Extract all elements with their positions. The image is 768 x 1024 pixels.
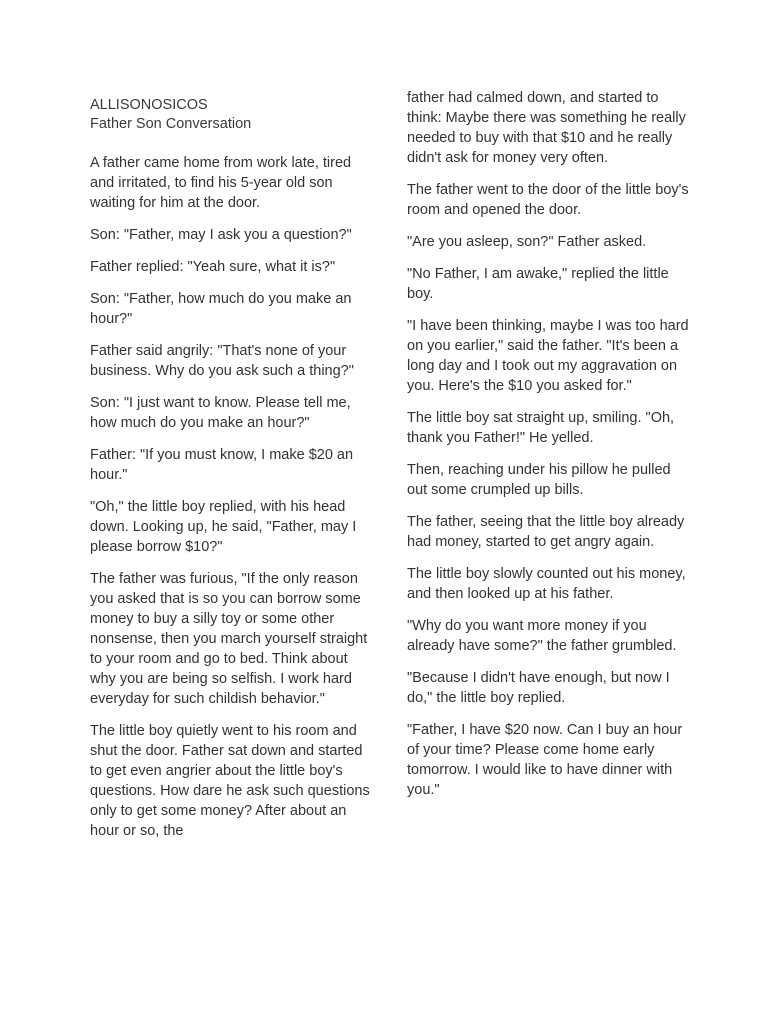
paragraph: Father said angrily: "That's none of your business. Why do you ask such a thing?" bbox=[90, 343, 354, 379]
paragraph: "Father, I have $20 now. Can I buy an hour of your time? Please come home early tomorrow. I would like to have dinner with you." bbox=[407, 722, 683, 798]
paragraph: Son: "Father, may I ask you a question?" bbox=[90, 227, 352, 243]
paragraph: "Because I didn't have enough, but now I do," the little boy replied. bbox=[407, 670, 670, 706]
paragraph: "I have been thinking, maybe I was too hard on you earlier," said the father. "It's been a long day and I took out my aggravation on you. Here's the $10 you asked for." bbox=[407, 318, 689, 394]
paragraph: Son: "I just want to know. Please tell me, how much do you make an hour?" bbox=[90, 395, 351, 431]
paragraph: The father was furious, "If the only reason you asked that is so you can borrow some money to buy a silly toy or some other nonsense, then you march yourself straight to your room and go to bed. Think about why you are being so selfish. I work hard everyday for such childish behavior." bbox=[90, 571, 368, 707]
author-name: ALLISONOSICOS bbox=[90, 97, 208, 113]
left-column bbox=[90, 0, 376, 853]
paragraph: Then, reaching under his pillow he pulled out some crumpled up bills. bbox=[407, 462, 671, 498]
document-header bbox=[90, 96, 376, 134]
paragraph: The little boy slowly counted out his money, and then looked up at his father. bbox=[407, 566, 686, 602]
paragraph: Son: "Father, how much do you make an hour?" bbox=[90, 291, 352, 327]
paragraph: father had calmed down, and started to think: Maybe there was something he really needed to buy with that $10 and he really didn't ask for money very often. bbox=[407, 90, 686, 166]
paragraph: "No Father, I am awake," replied the little boy. bbox=[407, 266, 669, 302]
paragraph: The little boy sat straight up, smiling. "Oh, thank you Father!" He yelled. bbox=[407, 410, 675, 446]
paragraph: The little boy quietly went to his room and shut the door. Father sat down and started to get even angrier about the little boy's questions. How dare he ask such questions only to get some money? After about an hour or so, the bbox=[90, 723, 370, 839]
paragraph: The father, seeing that the little boy already had money, started to get angry again. bbox=[407, 514, 685, 550]
paragraph: "Oh," the little boy replied, with his head down. Looking up, he said, "Father, may I please borrow $10?" bbox=[90, 499, 357, 555]
paragraph: "Are you asleep, son?" Father asked. bbox=[407, 234, 647, 250]
paragraph: The father went to the door of the little boy's room and opened the door. bbox=[407, 182, 689, 218]
paragraph: A father came home from work late, tired and irritated, to find his 5-year old son waiting for him at the door. bbox=[90, 155, 352, 211]
paragraph: Father: "If you must know, I make $20 an hour." bbox=[90, 447, 354, 483]
paragraph: "Why do you want more money if you already have some?" the father grumbled. bbox=[407, 618, 677, 654]
document-title: Father Son Conversation bbox=[90, 116, 252, 132]
right-column bbox=[407, 0, 691, 812]
paragraph: Father replied: "Yeah sure, what it is?" bbox=[90, 259, 336, 275]
